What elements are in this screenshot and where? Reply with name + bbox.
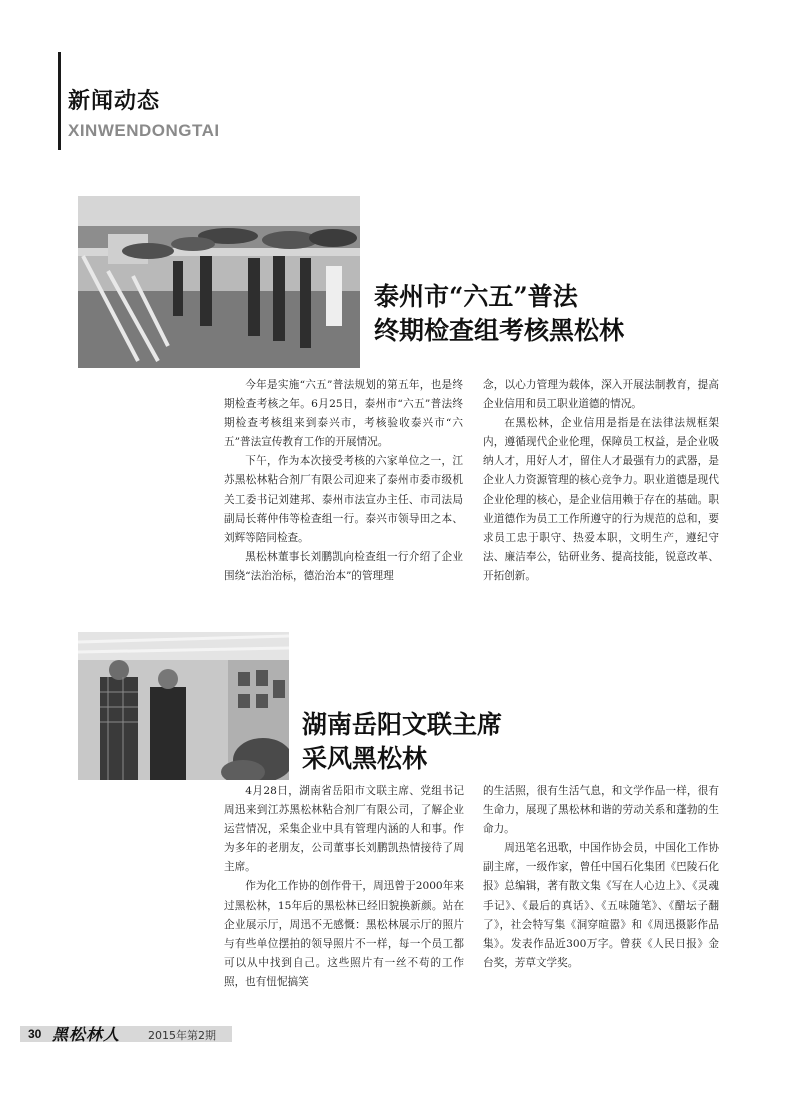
article2-headline-line2: 采风黑松林 bbox=[302, 744, 428, 773]
article2-headline-line1: 湖南岳阳文联主席 bbox=[302, 710, 503, 739]
article1-right-column bbox=[483, 376, 719, 586]
article1-headline-line1: 泰州市“六五”普法 bbox=[374, 282, 578, 311]
article2-paragraph-continued: 的生活照，很有生活气息，和文学作品一样，很有生命力，展现了黑松林和谐的劳动关系和蓬勃的生命力。 bbox=[483, 785, 719, 836]
article1-photo bbox=[78, 196, 360, 368]
issue-label: 2015年第2期 bbox=[148, 1029, 216, 1042]
magazine-logo: 黑松林人 bbox=[52, 1025, 121, 1044]
section-subtitle: XINWENDONGTAI bbox=[68, 121, 220, 140]
article1-headline-line2: 终期检查组考核黑松林 bbox=[374, 316, 625, 345]
article1-paragraph: 在黑松林，企业信用是指是在法律法规框架内，遵循现代企业伦理，保障员工权益，是企业吸纳人才，用好人才，留住人才最强有力的武器，是企业人力资源管理的核心竞争力。职业道德是现代企业伦理的核心，是企业信用赖于存在的基础。职业道德作为员工工作所遵守的行为规范的总和，要求员工忠于职守、热爱本职，文明生产，遵纪守法、廉洁奉公，钻研业务、提高技能，锐意改革、开拓创新。 bbox=[483, 417, 719, 582]
article1-left-column bbox=[224, 376, 463, 586]
page-number: 30 bbox=[28, 1027, 42, 1041]
article1-paragraph: 今年是实施“六五”普法规划的第五年，也是终期检查考核之年。6月25日，泰州市“六五”普法终期检查考核组来到泰兴市，考核验收泰兴市“六五”普法宣传教育工作的开展情况。 bbox=[224, 379, 463, 449]
article1-paragraph-continued: 念，以心力管理为载体，深入开展法制教育，提高企业信用和员工职业道德的情况。 bbox=[483, 379, 719, 411]
article2-left-column bbox=[224, 782, 464, 992]
article1-paragraph: 黑松林董事长刘鹏凯向检查组一行介绍了企业围绕“法治治标，德治治本”的管理理 bbox=[224, 550, 463, 582]
article1-paragraph: 下午，作为本次接受考核的六家单位之一，江苏黑松林粘合剂厂有限公司迎来了泰州市委市级机关工委书记刘建邦、泰州市法宣办主任、市司法局副局长蒋仲伟等检查组一行。泰兴市领导田之本、刘辉等陪同检查。 bbox=[224, 455, 463, 544]
article2-paragraph: 4月28日，湖南省岳阳市文联主席、党组书记周迅来到江苏黑松林粘合剂厂有限公司，了解企业运营情况，采集企业中具有管理内涵的人和事。作为多年的老朋友，公司董事长刘鹏凯热情接待了周主席。 bbox=[224, 785, 464, 874]
article2-photo bbox=[78, 632, 289, 780]
article2-paragraph: 作为化工作协的创作骨干，周迅曾于2000年来过黑松林，15年后的黑松林已经旧貌换新颜。站在企业展示厅，周迅不无感慨：黑松林展示厅的照片与有些单位摆拍的领导照片不一样，每一个员工都可以从中找到自己。这些照片有一丝不苟的工作照，也有忸怩搞笑 bbox=[224, 880, 464, 988]
section-header-bar bbox=[58, 52, 61, 150]
section-title: 新闻动态 bbox=[68, 89, 161, 114]
article2-paragraph: 周迅笔名迅歌，中国作协会员，中国化工作协副主席，一级作家，曾任中国石化集团《巴陵石化报》总编辑，著有散文集《写在人心边上》、《灵魂手记》、《最后的真话》、《五味随笔》、《醋坛子翻了》，社会特写集《洞穿暄嚣》和《周迅摄影作品集》。发表作品近300万字。曾获《人民日报》金台奖，芳草文学奖。 bbox=[483, 842, 719, 969]
article2-right-column bbox=[483, 782, 719, 973]
